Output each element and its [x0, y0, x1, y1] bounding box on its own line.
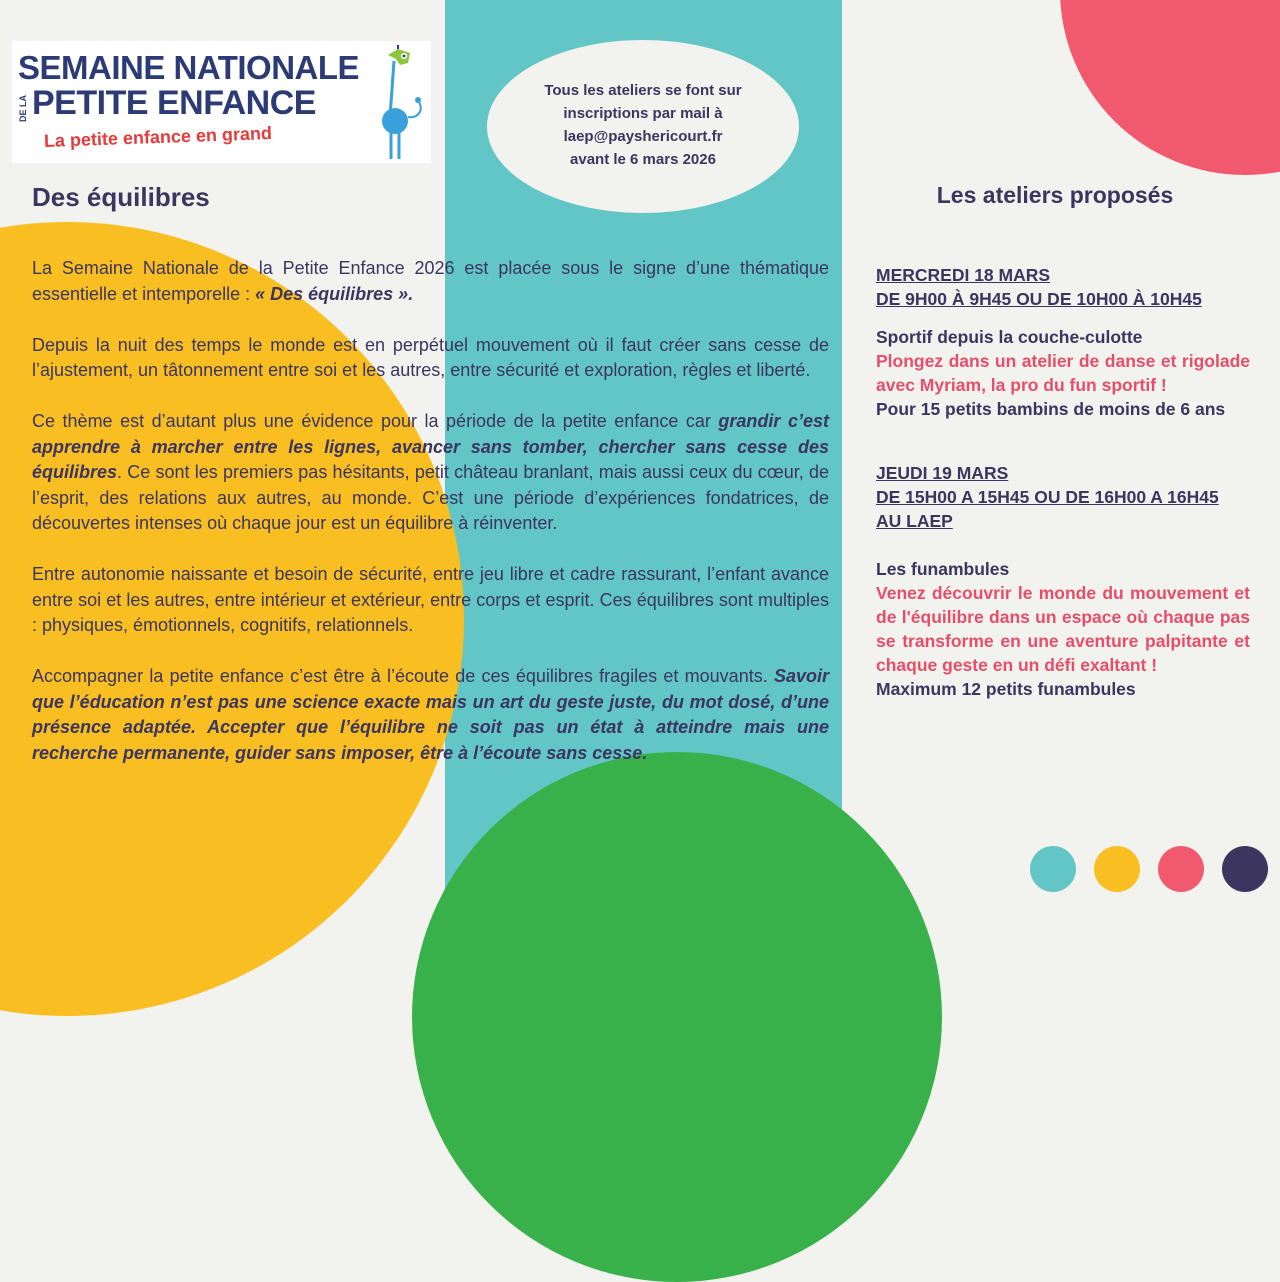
registration-info-bubble	[487, 40, 799, 213]
teal-dot	[1030, 846, 1076, 892]
paragraph-petite-enfance-continued: . Ce sont les premiers pas hésitants, petit château branlant, mais aussi ceux du cœur, de l’esprit, des relations aux autres, au monde. C’est une période d’expériences fondatrices, de découvertes intenses où chaque jour est un équilibre à réinventer.	[32, 462, 829, 533]
paragraph-intro	[32, 256, 829, 307]
green-circle-decoration	[412, 752, 942, 1282]
pink-dot	[1158, 846, 1204, 892]
giraffe-icon	[364, 45, 428, 161]
logo-title-line2: PETITE ENFANCE	[32, 84, 316, 122]
paragraph-accompany-text: Accompagner la petite enfance c’est être à l’écoute de ces équilibres fragiles et mouvants.	[32, 666, 774, 686]
paragraph-petite-enfance	[32, 409, 829, 537]
logo-de-la: DE LA	[18, 95, 28, 122]
registration-info-text: Tous les ateliers se font sur inscriptions par mail à laep@payshericourt.fr avant le 6 mars 2026	[544, 81, 742, 168]
session-name: Sportif depuis la couche-culotte	[876, 327, 1143, 347]
session-name: Les funambules	[876, 559, 1010, 579]
logo-tagline: La petite enfance en grand	[43, 123, 273, 151]
workshop-session	[876, 263, 1250, 421]
session-location: AU LAEP	[876, 511, 953, 531]
workshop-session	[876, 461, 1250, 701]
theme-emphasis: « Des équilibres ».	[255, 283, 414, 304]
workshops-list	[876, 263, 1250, 701]
education-emphasis: Savoir que l’éducation n’est pas une science exacte mais un art du geste juste, du mot dosé, d’une présence adaptée. Accepter que l’équilibre ne soit pas un état à atteindre mais une recherche permanente, guider sans imposer, être à l’écoute sans cesse.	[32, 666, 829, 763]
workshops-title: Les ateliers proposés	[936, 182, 1174, 208]
main-title: Des équilibres	[32, 182, 210, 212]
paragraph-movement: Depuis la nuit des temps le monde est en perpétuel mouvement où il faut créer sans cesse de l’ajustement, un tâtonnement entre soi et les autres, entre sécurité et exploration, règles et liberté.	[32, 334, 829, 380]
paragraph-accompany	[32, 664, 829, 766]
yellow-dot	[1094, 846, 1140, 892]
session-capacity: Maximum 12 petits funambules	[876, 679, 1136, 699]
session-hours: DE 15H00 A 15H45 OU DE 16H00 A 16H45	[876, 487, 1219, 507]
logo-title-line1: SEMAINE NATIONALE	[18, 49, 360, 86]
session-description: Plongez dans un atelier de danse et rigolade avec Myriam, la pro du fun sportif !	[876, 351, 1250, 395]
session-description: Venez découvrir le monde du mouvement et de l'équilibre dans un espace où chaque pas se transforme en une aventure palpitante et chaque geste en un défi exaltant !	[876, 583, 1250, 675]
growing-emphasis: grandir c’est apprendre à marcher entre les lignes, avancer sans tomber, chercher sans cesse des équilibres	[32, 411, 829, 482]
session-day: MERCREDI 18 MARS	[876, 265, 1051, 285]
session-capacity: Pour 15 petits bambins de moins de 6 ans	[876, 399, 1226, 419]
event-logo	[12, 41, 431, 163]
paragraph-autonomy: Entre autonomie naissante et besoin de sécurité, entre jeu libre et cadre rassurant, l’enfant avance entre soi et les autres, entre intérieur et extérieur, entre corps et esprit. Ces équilibres sont multiples : physiques, émotionnels, cognitifs, relationnels.	[32, 564, 829, 635]
navy-dot	[1222, 846, 1268, 892]
session-hours: DE 9H00 À 9H45 OU DE 10H00 À 10H45	[876, 289, 1202, 309]
pink-circle-decoration	[1060, 0, 1280, 175]
main-article	[32, 256, 829, 792]
paragraph-intro-text: La Semaine Nationale de la Petite Enfance 2026 est placée sous le signe d’une thématique essentielle et intemporelle :	[32, 258, 829, 304]
paragraph-petite-enfance-text: Ce thème est d’autant plus une évidence pour la période de la petite enfance car	[32, 411, 719, 431]
session-day: JEUDI 19 MARS	[876, 463, 1009, 483]
